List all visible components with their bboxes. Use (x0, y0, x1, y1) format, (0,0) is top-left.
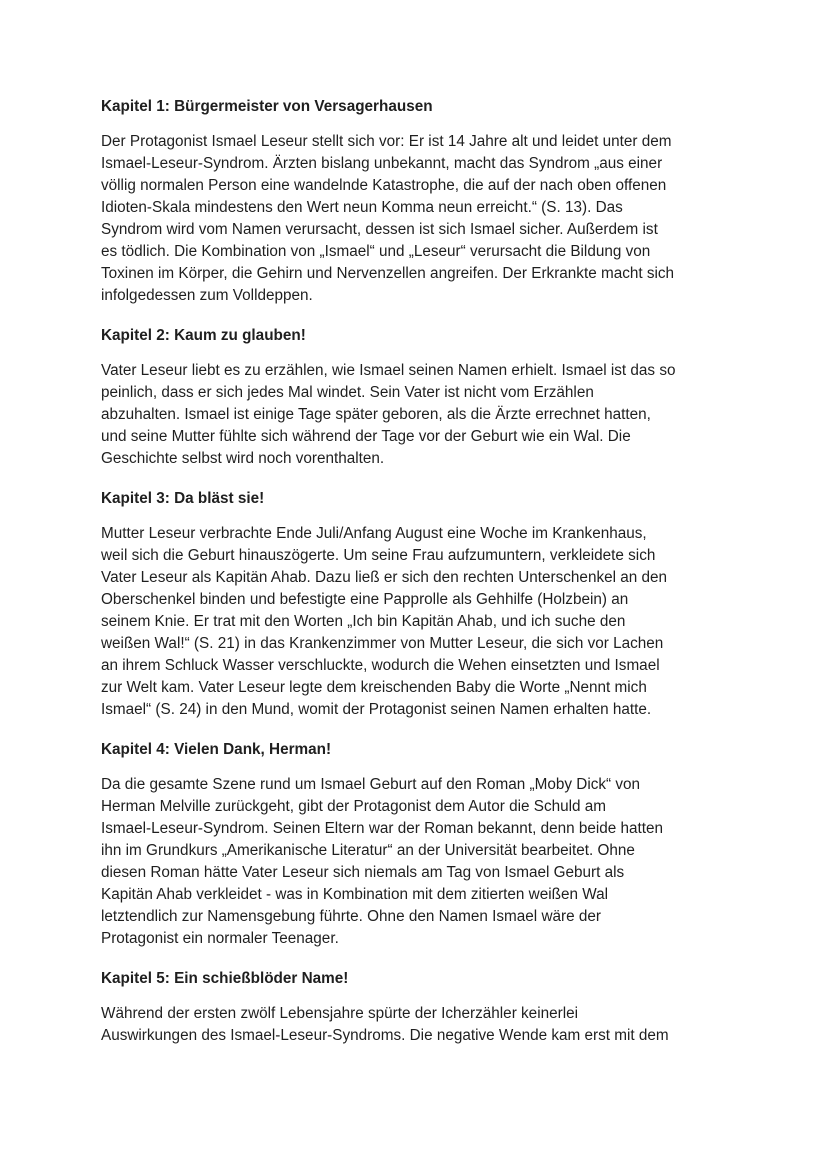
chapter-5-paragraph (101, 1003, 728, 1047)
text-line: zur Welt kam. Vater Leseur legte dem kreischenden Baby die Worte „Nennt mich (101, 679, 647, 696)
chapter-4-heading: Kapitel 4: Vielen Dank, Herman! (101, 741, 332, 758)
chapter-2-heading: Kapitel 2: Kaum zu glauben! (101, 327, 306, 344)
text-line: Toxinen im Körper, die Gehirn und Nervenzellen angreifen. Der Erkrankte macht sich (101, 265, 675, 282)
text-line: Syndrom wird vom Namen verursacht, dessen ist sich Ismael sicher. Außerdem ist (101, 221, 658, 238)
chapter-3 (101, 488, 728, 721)
text-line: Auswirkungen des Ismael-Leseur-Syndroms. Die negative Wende kam erst mit dem (101, 1027, 669, 1044)
chapter-1-heading: Kapitel 1: Bürgermeister von Versagerhausen (101, 98, 433, 115)
text-line: Geschichte selbst wird noch vorenthalten. (101, 450, 385, 467)
text-line: Der Protagonist Ismael Leseur stellt sich vor: Er ist 14 Jahre alt und leidet unter dem (101, 133, 672, 150)
text-line: weil sich die Geburt hinauszögerte. Um seine Frau aufzumuntern, verkleidete sich (101, 547, 656, 564)
text-line: weißen Wal!“ (S. 21) in das Krankenzimmer von Mutter Leseur, die sich vor Lachen (101, 635, 664, 652)
text-line: Vater Leseur als Kapitän Ahab. Dazu ließ er sich den rechten Unterschenkel an den (101, 569, 668, 586)
text-line: völlig normalen Person eine wandelnde Katastrophe, die auf der nach oben offenen (101, 177, 667, 194)
text-line: Während der ersten zwölf Lebensjahre spürte der Icherzähler keinerlei (101, 1005, 579, 1022)
chapter-2 (101, 325, 728, 470)
text-line: Protagonist ein normaler Teenager. (101, 930, 339, 947)
text-line: Ismael-Leseur-Syndrom. Seinen Eltern war der Roman bekannt, denn beide hatten (101, 820, 664, 837)
text-line: Herman Melville zurückgeht, gibt der Protagonist dem Autor die Schuld am (101, 798, 607, 815)
chapter-5 (101, 968, 728, 1047)
text-line: letztendlich zur Namensgebung führte. Ohne den Namen Ismael wäre der (101, 908, 601, 925)
chapter-4-paragraph (101, 774, 728, 950)
text-line: peinlich, dass er sich jedes Mal windet. Sein Vater ist nicht vom Erzählen (101, 384, 594, 401)
chapter-5-heading: Kapitel 5: Ein schießblöder Name! (101, 970, 349, 987)
text-line: Idioten-Skala mindestens den Wert neun Komma neun erreicht.“ (S. 13). Das (101, 199, 623, 216)
text-line: Da die gesamte Szene rund um Ismael Geburt auf den Roman „Moby Dick“ von (101, 776, 641, 793)
text-line: Oberschenkel binden und befestigte eine Papprolle als Gehhilfe (Holzbein) an (101, 591, 629, 608)
text-line: abzuhalten. Ismael ist einige Tage später geboren, als die Ärzte errechnet hatten, (101, 406, 651, 423)
text-line: seinem Knie. Er trat mit den Worten „Ich bin Kapitän Ahab, und ich suche den (101, 613, 626, 630)
text-line: Ismael“ (S. 24) in den Mund, womit der Protagonist seinen Namen erhalten hatte. (101, 701, 652, 718)
text-line: es tödlich. Die Kombination von „Ismael“ und „Leseur“ verursacht die Bildung von (101, 243, 651, 260)
text-line: infolgedessen zum Volldeppen. (101, 287, 313, 304)
text-line: Kapitän Ahab verkleidet - was in Kombination mit dem zitierten weißen Wal (101, 886, 609, 903)
text-line: und seine Mutter fühlte sich während der Tage vor der Geburt wie ein Wal. Die (101, 428, 631, 445)
text-line: an ihrem Schluck Wasser verschluckte, wodurch die Wehen einsetzten und Ismael (101, 657, 660, 674)
chapter-1 (101, 96, 728, 307)
chapter-1-paragraph (101, 131, 728, 307)
text-line: Ismael-Leseur-Syndrom. Ärzten bislang unbekannt, macht das Syndrom „aus einer (101, 155, 663, 172)
text-line: ihn im Grundkurs „Amerikanische Literatur“ an der Universität bearbeitet. Ohne (101, 842, 635, 859)
text-line: diesen Roman hätte Vater Leseur sich niemals am Tag von Ismael Geburt als (101, 864, 625, 881)
text-line: Mutter Leseur verbrachte Ende Juli/Anfang August eine Woche im Krankenhaus, (101, 525, 647, 542)
chapter-3-heading: Kapitel 3: Da bläst sie! (101, 490, 265, 507)
chapter-3-paragraph (101, 523, 728, 721)
chapter-2-paragraph (101, 360, 728, 470)
chapter-4 (101, 739, 728, 950)
text-line: Vater Leseur liebt es zu erzählen, wie Ismael seinen Namen erhielt. Ismael ist das so (101, 362, 676, 379)
